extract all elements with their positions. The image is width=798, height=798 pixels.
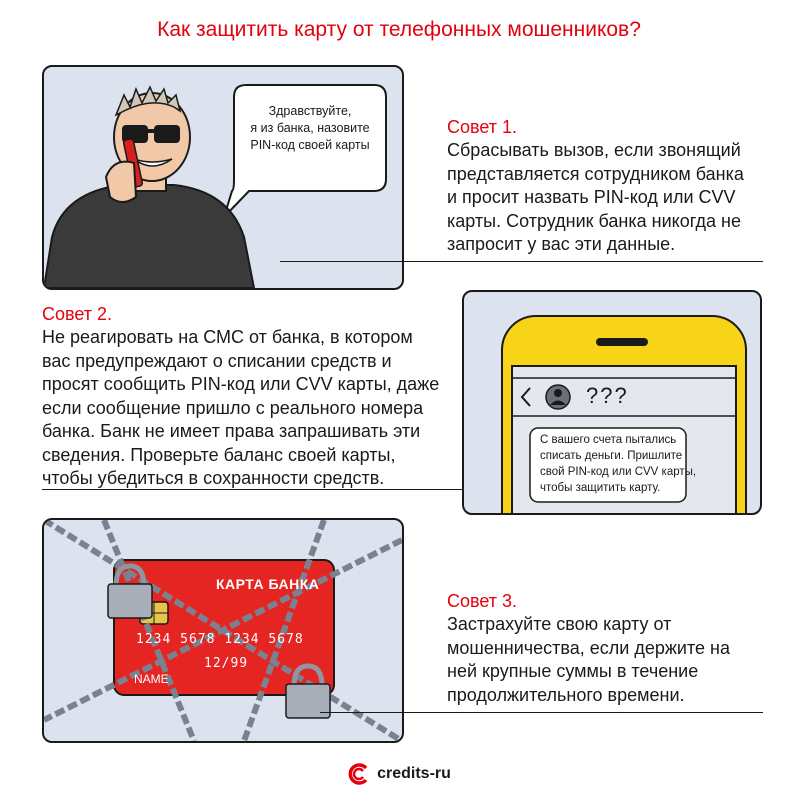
sms-line: списать деньги. Пришлите [540,450,683,462]
tip3-line: Застрахуйте свою карту от [447,614,672,634]
speech-bubble-line: PIN-код своей карты [250,138,370,152]
card-number: 1234 5678 1234 5678 [136,632,304,647]
page-title: Как защитить карту от телефонных мошенников? [157,18,641,41]
card-expiry: 12/99 [204,656,249,671]
tip2-line: вас предупреждают о списании средств и [42,350,392,371]
sms-line: чтобы защитить карту. [540,482,661,494]
tip1-line: Сбрасывать вызов, если звонящий [447,140,741,160]
speech-bubble-line: Здравствуйте, [268,104,352,118]
credits-ru-logo-icon [347,762,371,786]
tip3-line: продолжительного времени. [447,684,685,705]
card-title: КАРТА БАНКА [216,576,320,592]
tip3-heading: Совет 3. [447,591,518,611]
divider [320,712,763,713]
tip2-line: чтобы убедиться в сохранности средств. [42,468,385,488]
locked-card-panel [42,518,404,743]
tip3-line: мошенничества, если держите на [447,637,730,658]
logo-text: credits-ru [377,765,451,782]
divider [42,489,462,490]
card-holder-name: NAME [134,672,169,686]
phone-illustration-panel [462,290,762,515]
tip2-line: сведения. Проверьте баланс своей карты, [42,444,396,465]
divider [280,261,763,262]
tip2-line: Не реагировать на СМС от банка, в котором [42,327,413,347]
tip1-line: и просит назвать PIN-код или CVV [447,187,736,207]
tip1-line: запросит у вас эти данные. [447,234,676,254]
tip3-line: ней крупные суммы в течение [447,661,699,681]
tip2-line: просят сообщить PIN-код или CVV карты, даже [42,374,440,394]
tip1-line: карты. Сотрудник банка никогда не [447,210,741,231]
tip1-heading: Совет 1. [447,117,518,137]
tip2-line: банка. Банк не имеет права запрашивать эти [42,421,421,441]
sms-line: С вашего счета пытались [540,434,677,446]
tip2-line: если сообщение пришло с реального номера [42,397,424,418]
brand-logo [0,762,798,786]
contact-unknown: ??? [586,383,629,408]
sms-line: свой PIN-код или CVV карты, [540,466,697,478]
tip2-heading: Совет 2. [42,304,113,324]
locked-card-illustration [44,520,402,741]
speech-bubble-line: я из банка, назовите [250,121,370,135]
scammer-illustration-panel [42,65,404,290]
tip1-line: представляется сотрудником банка [447,163,744,184]
scammer-illustration [44,67,402,288]
